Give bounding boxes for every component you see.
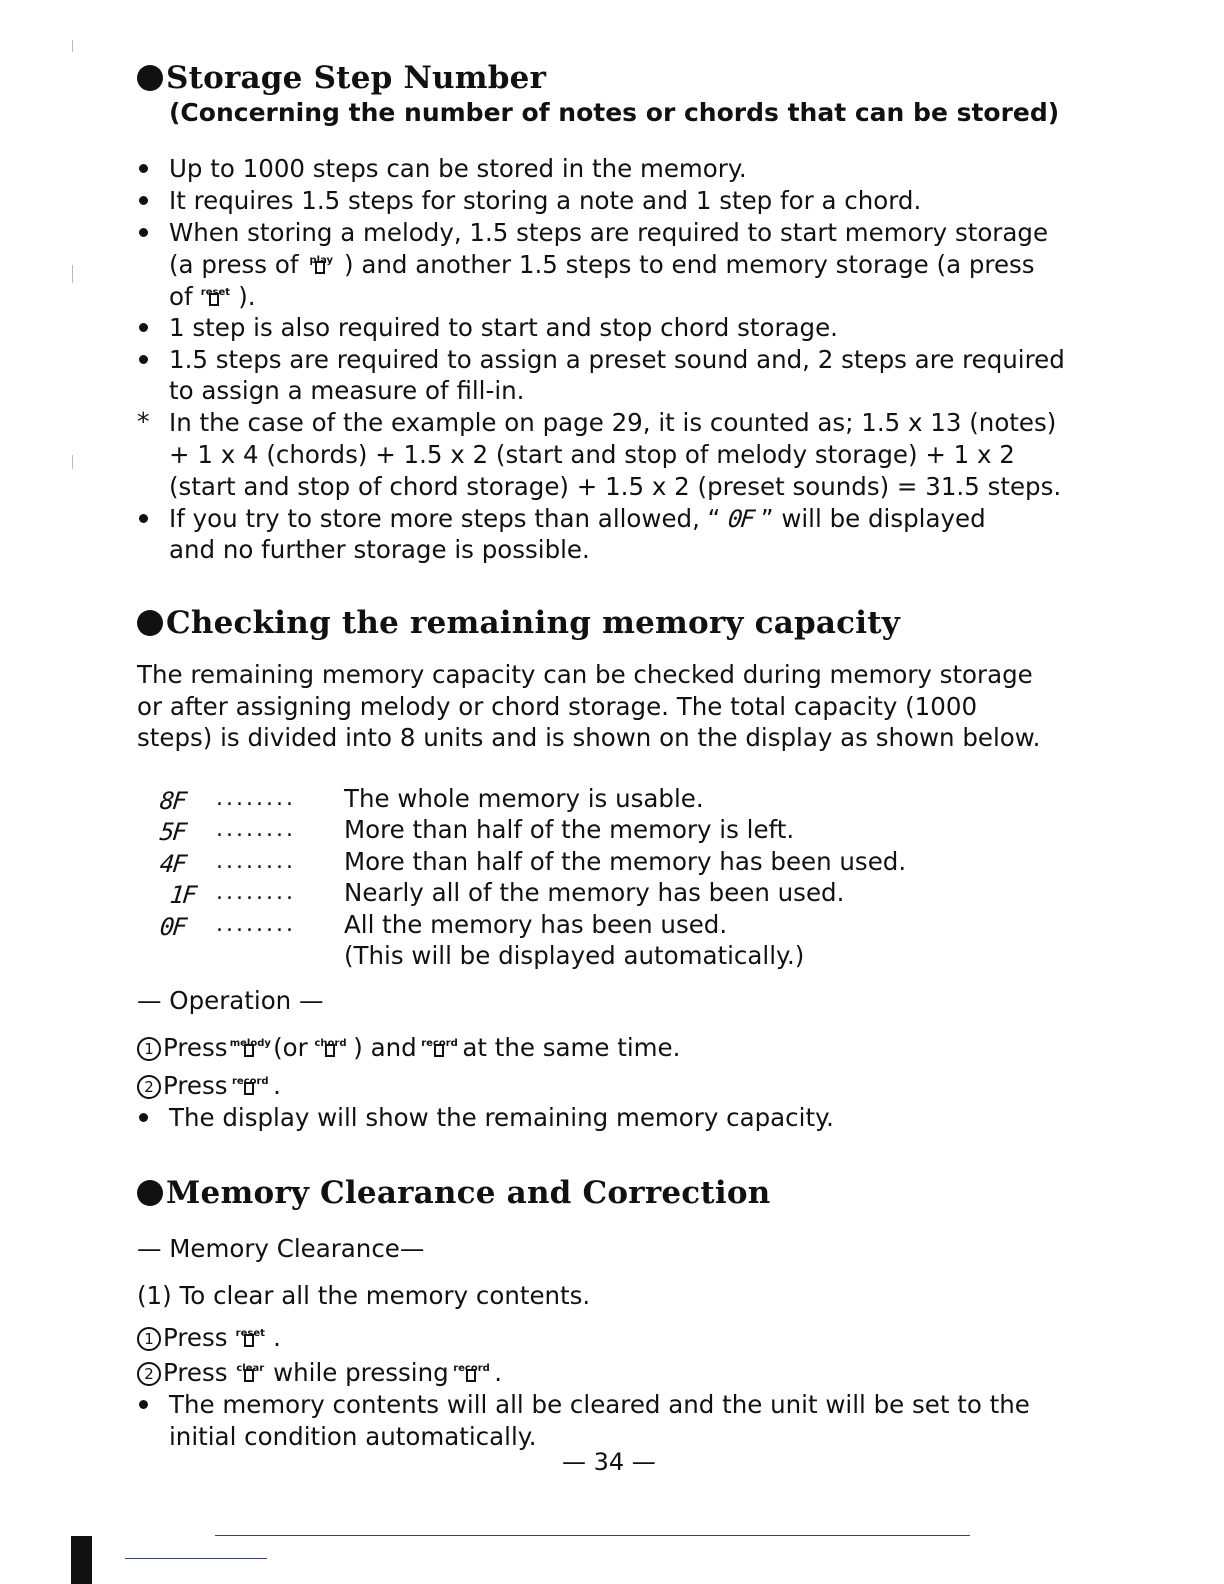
key-label: clear [236,1363,265,1374]
leader-dots: ........ [216,912,296,937]
text-fragment: ) and [353,1033,417,1062]
melody-key-icon [229,1032,271,1060]
checking-paragraph-line-2: or after assigning melody or chord storage. The total capacity (1000 [137,692,978,721]
bullet-icon [139,228,148,237]
capacity-desc-1: The whole memory is usable. [344,784,704,813]
step-number-circle: 1 [137,1037,161,1061]
key-box [315,261,325,274]
clearance-bullet-line-1: The memory contents will all be cleared and the unit will be set to the [169,1390,1030,1419]
text-fragment: (a press of [169,250,299,279]
bullet-icon [139,323,148,332]
capacity-desc-2: More than half of the memory is left. [344,815,795,844]
clear-step-2 [137,1357,502,1388]
bullet-icon [139,355,148,364]
storage-bullet-6-line-2: and no further storage is possible. [169,535,590,564]
capacity-desc-4: Nearly all of the memory has been used. [344,878,845,907]
record-key-icon [231,1070,269,1098]
clear-step-1 [137,1322,281,1353]
storage-heading-text: Storage Step Number [166,60,547,96]
capacity-code-5: 0F [158,913,187,941]
note-line-3: (start and stop of chord storage) + 1.5 x 2 (preset sounds) = 31.5 steps. [169,472,1062,501]
clearance-item-1: (1) To clear all the memory contents. [137,1281,591,1310]
scan-rule-line-blue [125,1558,267,1559]
key-box [434,1044,444,1057]
note-line-1: In the case of the example on page 29, it is counted as; 1.5 x 13 (notes) [169,408,1057,437]
leader-dots: ........ [216,817,296,842]
storage-bullet-5-line-1: 1.5 steps are required to assign a preset sound and, 2 steps are required [169,345,1065,374]
storage-bullet-5-line-2: to assign a measure of fill-in. [169,376,525,405]
checking-heading-text: Checking the remaining memory capacity [166,605,900,641]
page-number: — 34 — [562,1448,656,1476]
key-label: record [453,1363,490,1374]
text-fragment: ). [238,282,256,311]
reset-key-icon [235,1322,265,1350]
note-asterisk: * [137,407,150,436]
record-key-icon [421,1032,458,1060]
heading-bullet-icon [137,65,163,91]
clear-key-icon [235,1357,265,1385]
heading-bullet-icon [137,610,163,636]
key-label: record [231,1076,269,1087]
chord-key-icon [316,1032,346,1060]
display-code-of: 0F [726,505,755,533]
text-fragment: . [494,1358,503,1387]
bullet-icon [139,1113,148,1122]
key-box [244,1369,254,1382]
text-fragment: . [273,1323,281,1352]
text-fragment: Press [163,1358,228,1387]
clearance-heading-text: Memory Clearance and Correction [166,1175,771,1211]
storage-heading [137,60,546,96]
leader-dots: ........ [216,849,296,874]
note-line-2: + 1 x 4 (chords) + 1.5 x 2 (start and stop of melody storage) + 1 x 2 [169,440,1015,469]
storage-bullet-4: 1 step is also required to start and stop chord storage. [169,313,838,342]
capacity-desc-5: All the memory has been used. [344,910,728,939]
check-bullet: The display will show the remaining memory capacity. [169,1103,834,1132]
play-key-icon [306,249,336,277]
leader-dots: ........ [216,786,296,811]
check-step-1 [137,1032,680,1063]
scan-rule-line [215,1535,970,1536]
scan-speck [72,455,73,469]
key-label: melody [229,1038,271,1049]
bullet-icon [139,164,148,173]
operation-label: — Operation — [137,986,324,1015]
key-label: reset [200,287,231,298]
storage-bullet-3-line-2 [169,249,1035,280]
key-label: chord [314,1038,347,1049]
leader-dots: ........ [216,880,296,905]
key-box [244,1334,254,1347]
clearance-sub-label: — Memory Clearance— [137,1234,425,1263]
text-fragment: Press [163,1033,228,1062]
text-fragment: at the same time. [462,1033,681,1062]
checking-heading [137,605,900,641]
check-step-2 [137,1070,281,1101]
clearance-heading [137,1175,770,1211]
scan-speck [72,40,73,52]
key-label: reset [235,1328,265,1339]
capacity-code-1: 8F [158,787,187,815]
capacity-code-4: 1F [168,881,197,909]
clearance-bullet-line-2: initial condition automatically. [169,1422,537,1451]
key-box [325,1044,335,1057]
text-fragment: Press [163,1071,228,1100]
capacity-code-2: 5F [158,818,187,846]
capacity-auto-note: (This will be displayed automatically.) [344,941,805,970]
capacity-desc-3: More than half of the memory has been used. [344,847,907,876]
storage-bullet-3-line-1: When storing a melody, 1.5 steps are required to start memory storage [169,218,1049,247]
capacity-code-3: 4F [158,850,187,878]
storage-bullet-3-line-3 [169,281,256,312]
text-fragment: of [169,282,193,311]
key-box [209,293,219,306]
storage-bullet-1: Up to 1000 steps can be stored in the memory. [169,154,747,183]
key-box [466,1369,476,1382]
scan-speck [72,265,73,283]
text-fragment: If you try to store more steps than allowed, “ [169,504,721,533]
text-fragment: while pressing [273,1358,449,1387]
text-fragment: ” will be displayed [760,504,986,533]
heading-bullet-icon [137,1180,163,1206]
checking-paragraph-line-3: steps) is divided into 8 units and is shown on the display as shown below. [137,723,1041,752]
bullet-icon [139,196,148,205]
step-number-circle: 1 [137,1327,161,1351]
bullet-icon [139,514,148,523]
text-fragment: Press [163,1323,228,1352]
text-fragment: ) and another 1.5 steps to end memory storage (a press [344,250,1035,279]
scan-corner-mark [71,1536,92,1584]
reset-key-icon [200,281,230,309]
checking-paragraph-line-1: The remaining memory capacity can be checked during memory storage [137,660,1033,689]
step-number-circle: 2 [137,1075,161,1099]
storage-subtitle: (Concerning the number of notes or chords that can be stored) [169,98,1060,127]
text-fragment: . [273,1071,281,1100]
key-box [244,1082,254,1095]
storage-bullet-2: It requires 1.5 steps for storing a note and 1 step for a chord. [169,186,922,215]
key-label: record [421,1038,458,1049]
text-fragment: (or [273,1033,308,1062]
step-number-circle: 2 [137,1362,161,1386]
record-key-icon [453,1357,490,1385]
key-label: play [309,255,334,266]
bullet-icon [139,1400,148,1409]
key-box [244,1044,254,1057]
storage-bullet-6-line-1 [169,503,986,535]
